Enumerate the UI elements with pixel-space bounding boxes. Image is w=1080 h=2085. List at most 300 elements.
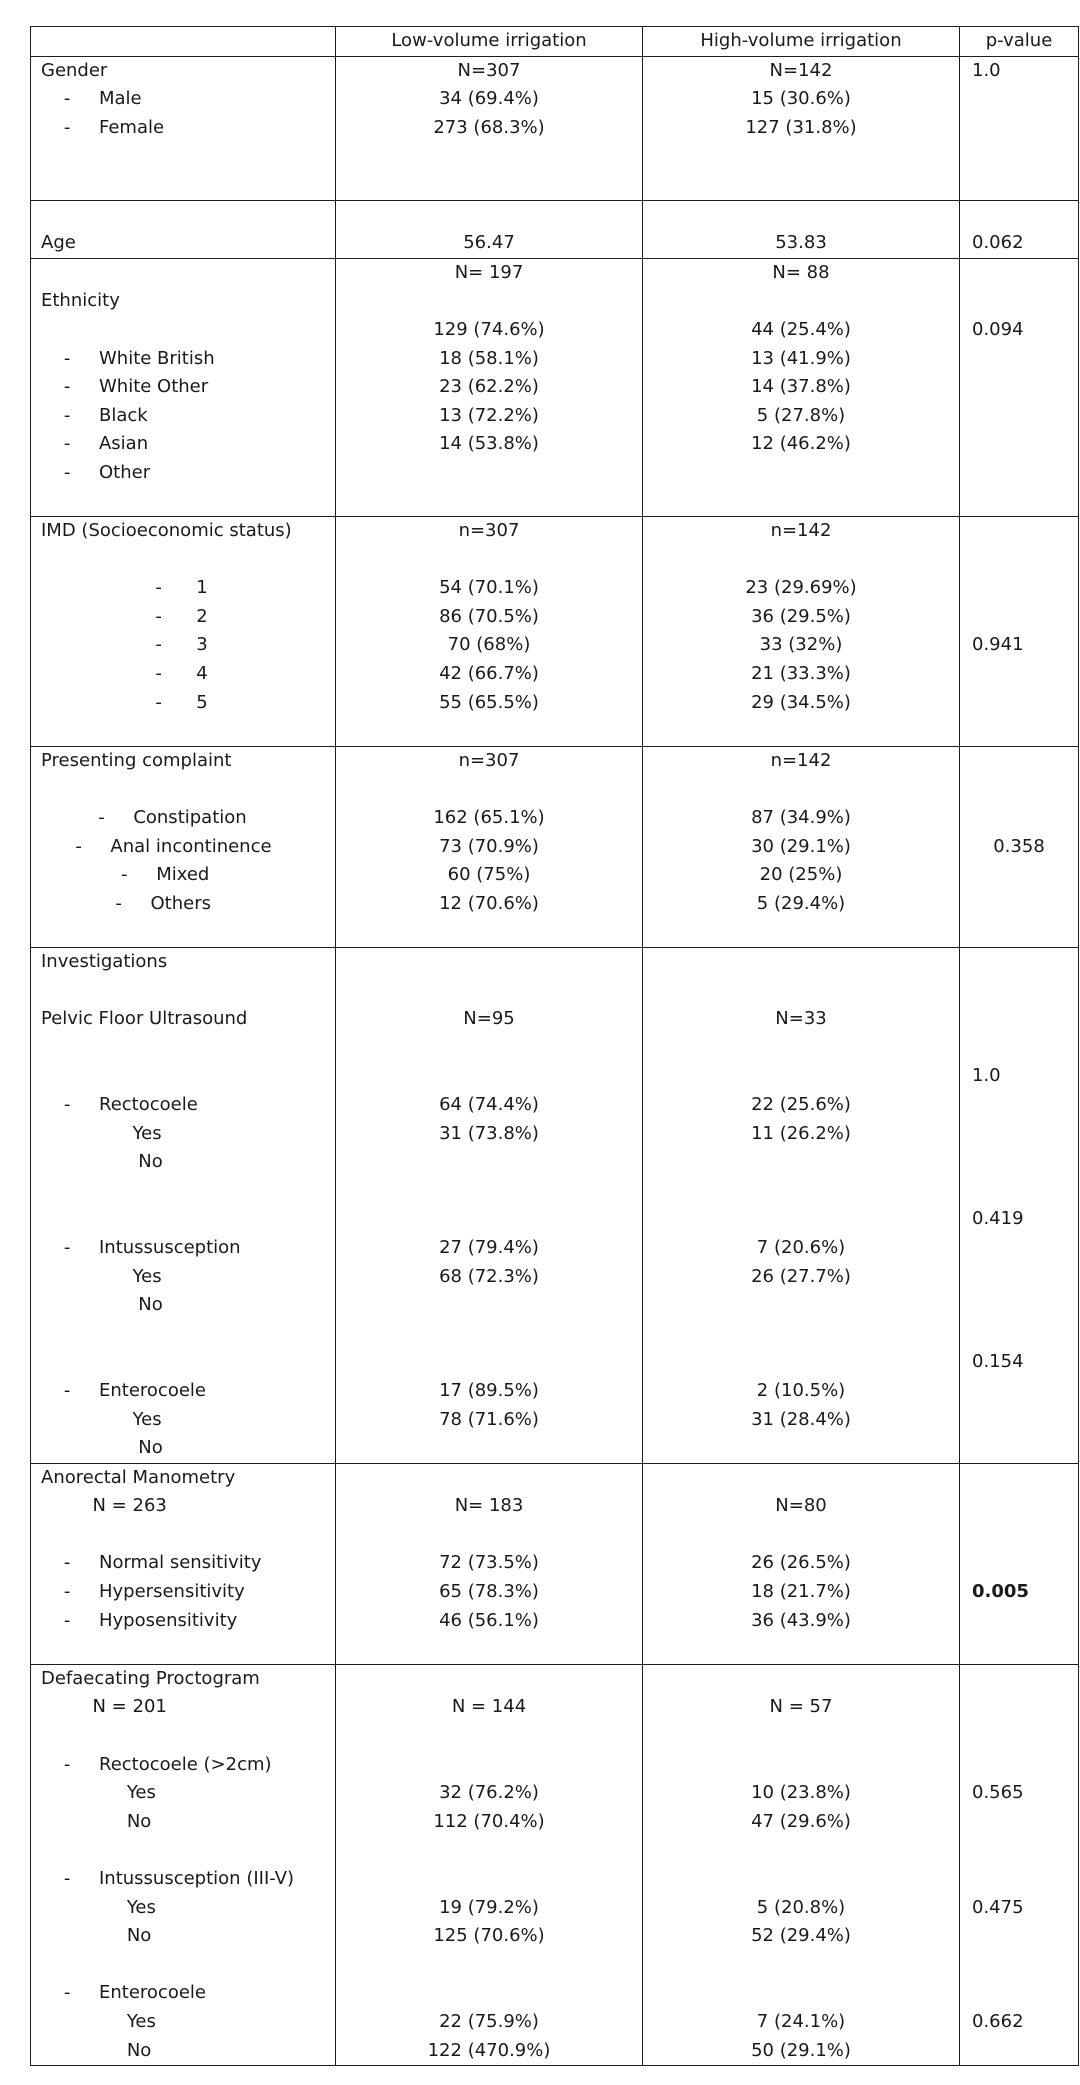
cell-line: - Intussusception (III-V) (41, 1868, 295, 1889)
cell-line (31, 1348, 335, 1377)
cell-line (960, 574, 1078, 603)
cell-line: 14 (53.8%) (439, 433, 539, 455)
table-row-presenting-complaint (31, 746, 1079, 947)
cell-line (960, 660, 1078, 689)
cell-line: 65 (78.3%) (439, 1581, 539, 1603)
cell-line: 17 (89.5%) (439, 1379, 539, 1401)
cell-line: - Constipation (41, 807, 247, 829)
cell-line (960, 1808, 1078, 1837)
cell-line: Gender (41, 59, 108, 81)
cell-line: 53.83 (775, 232, 827, 254)
cell-line: - 2 (41, 605, 208, 627)
cell-line: - Rectocoele (41, 1093, 198, 1115)
cell-line: 33 (32%) (759, 634, 843, 656)
cell-line: No (41, 1151, 163, 1173)
cell-line: 50 (29.1%) (751, 2039, 851, 2061)
cell-line: N= 88 (772, 261, 830, 283)
cell-line: - 3 (41, 634, 208, 656)
cell-line (960, 1492, 1078, 1521)
cell-line: No (41, 1925, 152, 1947)
cell-line (643, 1320, 959, 1349)
cell-line (960, 1521, 1078, 1550)
cell-line (31, 142, 335, 171)
cell-line: - Enterocoele (41, 1379, 206, 1401)
cell-line (643, 1062, 959, 1091)
cell-line (336, 1205, 642, 1234)
cell-line (31, 1177, 335, 1206)
cell-low-volume (336, 200, 643, 258)
cell-line: N=33 (775, 1008, 827, 1030)
cell-line (336, 1320, 642, 1349)
cell-line (960, 948, 1078, 977)
cell-line: 10 (23.8%) (751, 1782, 851, 1804)
cell-p-value (960, 517, 1079, 747)
cell-line (960, 1406, 1078, 1435)
cell-line (960, 1177, 1078, 1206)
cell-label (31, 258, 336, 516)
cell-line: 54 (70.1%) (439, 577, 539, 599)
cell-low-volume (336, 1664, 643, 2065)
cell-line (336, 546, 642, 575)
cell-line (336, 459, 642, 488)
cell-line (336, 1865, 642, 1894)
cell-line (336, 1979, 642, 2008)
cell-line: - Others (41, 892, 211, 914)
cell-line: 11 (26.2%) (751, 1122, 851, 1144)
cell-line: 55 (65.5%) (439, 691, 539, 713)
cell-line (643, 488, 959, 517)
cell-line: - Intussusception (41, 1236, 241, 1258)
cell-line (31, 1722, 335, 1751)
cell-line: 273 (68.3%) (433, 116, 545, 138)
cell-line: 127 (31.8%) (745, 116, 857, 138)
cell-line: No (41, 2039, 152, 2061)
cell-line (31, 1635, 335, 1664)
cell-line: - 5 (41, 691, 208, 713)
cell-line (643, 775, 959, 804)
cell-line: 20 (25%) (759, 864, 843, 886)
cell-line: N = 57 (769, 1696, 833, 1718)
cell-line (336, 171, 642, 200)
cell-line: 5 (20.8%) (756, 1896, 846, 1918)
cell-line: 0.094 (972, 318, 1024, 340)
cell-line (336, 1177, 642, 1206)
cell-line (643, 546, 959, 575)
cell-p-value (960, 56, 1079, 200)
cell-line: - Female (41, 116, 165, 138)
cell-line: 0.005 (972, 1581, 1029, 1603)
cell-line: - 4 (41, 663, 208, 685)
cell-line (960, 890, 1078, 919)
cell-line: 34 (69.4%) (439, 88, 539, 110)
cell-high-volume (643, 200, 960, 258)
header-cell-p-value: p-value (960, 27, 1079, 57)
cell-line (643, 1205, 959, 1234)
cell-line (31, 201, 335, 230)
table-row-anorectal-manometry (31, 1463, 1079, 1664)
cell-line: Anorectal Manometry (41, 1466, 236, 1488)
cell-line: 12 (70.6%) (439, 892, 539, 914)
cell-line (336, 1148, 642, 1177)
cell-line: 42 (66.7%) (439, 663, 539, 685)
cell-line (643, 1434, 959, 1463)
cell-line (960, 402, 1078, 431)
cell-line: Yes (41, 1122, 162, 1144)
cell-line (31, 1034, 335, 1063)
cell-line: 32 (76.2%) (439, 1782, 539, 1804)
cell-line: Yes (41, 1782, 156, 1804)
cell-line (31, 1062, 335, 1091)
cell-line (960, 747, 1078, 776)
cell-line (960, 1091, 1078, 1120)
cell-line: 7 (20.6%) (756, 1236, 846, 1258)
cell-line: 0.565 (972, 1782, 1024, 1804)
cell-line: 87 (34.9%) (751, 807, 851, 829)
cell-line: N= 183 (454, 1495, 524, 1517)
cell-line (643, 1034, 959, 1063)
cell-line: - 1 (41, 577, 208, 599)
cell-line: N=95 (463, 1008, 515, 1030)
cell-line (960, 1549, 1078, 1578)
cell-line: n=142 (770, 520, 832, 542)
cell-p-value (960, 1664, 1079, 2065)
cell-line (960, 1751, 1078, 1780)
cell-line (960, 717, 1078, 746)
cell-line (960, 861, 1078, 890)
cell-line: 72 (73.5%) (439, 1552, 539, 1574)
cell-line (643, 171, 959, 200)
cell-line: 26 (26.5%) (751, 1552, 851, 1574)
cell-line: - Mixed (41, 864, 210, 886)
cell-line (336, 1836, 642, 1865)
cell-line: 52 (29.4%) (751, 1925, 851, 1947)
cell-line (336, 918, 642, 947)
cell-line: 162 (65.1%) (433, 807, 545, 829)
cell-label (31, 200, 336, 258)
table-row-imd (31, 517, 1079, 747)
cell-line: - Male (41, 88, 142, 110)
cell-line: 7 (24.1%) (756, 2010, 846, 2032)
cell-line: 0.062 (972, 232, 1024, 254)
cell-line (31, 1205, 335, 1234)
cell-line: Yes (41, 2010, 156, 2032)
cell-line (336, 948, 642, 977)
cell-line (960, 2037, 1078, 2066)
cell-line: n=307 (458, 749, 520, 771)
cell-line (336, 775, 642, 804)
cell-low-volume (336, 1463, 643, 1664)
cell-line (960, 1234, 1078, 1263)
cell-line (336, 1635, 642, 1664)
table-row-defaecating-proctogram (31, 1664, 1079, 2065)
cell-line: 27 (79.4%) (439, 1236, 539, 1258)
cell-line (960, 1836, 1078, 1865)
cell-line (960, 918, 1078, 947)
cell-line: Yes (41, 1896, 156, 1918)
cell-line: 122 (470.9%) (427, 2039, 551, 2061)
cell-line: - Black (41, 404, 148, 426)
cell-line: 31 (73.8%) (439, 1122, 539, 1144)
cell-line: 86 (70.5%) (439, 605, 539, 627)
summary-table (30, 26, 1079, 2066)
table-row-age (31, 200, 1079, 258)
cell-line: Presenting complaint (41, 749, 232, 771)
cell-line: 60 (75%) (447, 864, 531, 886)
cell-line (336, 1665, 642, 1694)
cell-line (643, 1291, 959, 1320)
cell-line (960, 1320, 1078, 1349)
cell-line (31, 1951, 335, 1980)
cell-line (643, 1865, 959, 1894)
cell-line: N= 197 (454, 261, 524, 283)
cell-line (31, 488, 335, 517)
cell-line (336, 1034, 642, 1063)
cell-line (643, 1951, 959, 1980)
cell-line (960, 1635, 1078, 1664)
cell-high-volume (643, 1463, 960, 1664)
cell-line: 1.0 (972, 59, 1001, 81)
cell-line: N = 144 (451, 1696, 527, 1718)
cell-low-volume (336, 56, 643, 200)
cell-line (336, 488, 642, 517)
cell-line: n=142 (770, 749, 832, 771)
cell-line: 23 (62.2%) (439, 376, 539, 398)
cell-line: 47 (29.6%) (751, 1810, 851, 1832)
cell-line: 0.154 (972, 1351, 1024, 1373)
cell-line: 18 (21.7%) (751, 1581, 851, 1603)
cell-line (31, 1521, 335, 1550)
cell-high-volume (643, 517, 960, 747)
cell-line (336, 1722, 642, 1751)
cell-line: - Hyposensitivity (41, 1609, 238, 1631)
cell-p-value (960, 746, 1079, 947)
cell-line (960, 603, 1078, 632)
cell-line (31, 259, 335, 288)
cell-line (960, 201, 1078, 230)
header-row (31, 27, 1079, 57)
cell-line: - Asian (41, 433, 149, 455)
cell-line (960, 1693, 1078, 1722)
cell-line (336, 1291, 642, 1320)
cell-line (960, 287, 1078, 316)
cell-high-volume (643, 1664, 960, 2065)
cell-label (31, 517, 336, 747)
cell-line (960, 1034, 1078, 1063)
cell-label (31, 1463, 336, 1664)
cell-p-value (960, 200, 1079, 258)
cell-p-value (960, 258, 1079, 516)
cell-line (960, 804, 1078, 833)
cell-line: 125 (70.6%) (433, 1925, 545, 1947)
cell-line: - White Other (41, 376, 209, 398)
cell-line (336, 717, 642, 746)
header-cell-high-volume: High-volume irrigation (643, 27, 960, 57)
cell-line (336, 1348, 642, 1377)
cell-line: 56.47 (463, 232, 515, 254)
cell-line (643, 287, 959, 316)
cell-line: 0.419 (972, 1208, 1024, 1230)
cell-line: N=80 (775, 1495, 827, 1517)
cell-label (31, 56, 336, 200)
cell-high-volume (643, 56, 960, 200)
cell-line: 23 (29.69%) (745, 577, 857, 599)
cell-line: 12 (46.2%) (751, 433, 851, 455)
cell-label (31, 948, 336, 1464)
cell-line (960, 1922, 1078, 1951)
cell-line: Yes (41, 1265, 162, 1287)
cell-line: N = 263 (41, 1495, 167, 1517)
cell-line (643, 1148, 959, 1177)
cell-line (960, 1148, 1078, 1177)
cell-line: No (41, 1294, 163, 1316)
cell-line: 73 (70.9%) (439, 835, 539, 857)
cell-line: 14 (37.8%) (751, 376, 851, 398)
cell-line (643, 977, 959, 1006)
cell-line (643, 948, 959, 977)
cell-line (960, 1263, 1078, 1292)
cell-line: 0.662 (972, 2010, 1024, 2032)
cell-line (960, 114, 1078, 143)
header-cell-low-volume: Low-volume irrigation (336, 27, 643, 57)
cell-line: 64 (74.4%) (439, 1093, 539, 1115)
cell-line: 5 (27.8%) (756, 404, 846, 426)
cell-line (960, 345, 1078, 374)
cell-line (960, 1979, 1078, 2008)
cell-line: 44 (25.4%) (751, 318, 851, 340)
cell-line: N=142 (769, 59, 833, 81)
cell-line: Ethnicity (41, 290, 120, 312)
header-cell-label (31, 27, 336, 57)
cell-line: - White British (41, 347, 215, 369)
cell-label (31, 1664, 336, 2065)
cell-low-volume (336, 258, 643, 516)
cell-line (643, 717, 959, 746)
cell-line: 2 (10.5%) (756, 1379, 846, 1401)
cell-line: 15 (30.6%) (751, 88, 851, 110)
cell-line (336, 1434, 642, 1463)
cell-line: - Normal sensitivity (41, 1552, 262, 1574)
cell-line: 13 (41.9%) (751, 347, 851, 369)
cell-line: 68 (72.3%) (439, 1265, 539, 1287)
cell-line (960, 546, 1078, 575)
cell-line (336, 201, 642, 230)
cell-line (643, 1665, 959, 1694)
cell-line (336, 142, 642, 171)
cell-line: n=307 (458, 520, 520, 542)
cell-line: Investigations (41, 951, 168, 972)
cell-line (960, 85, 1078, 114)
cell-line (960, 1607, 1078, 1636)
cell-line: Defaecating Proctogram (41, 1667, 260, 1689)
cell-line (643, 1635, 959, 1664)
cell-line: - Hypersensitivity (41, 1581, 245, 1603)
cell-line (643, 1836, 959, 1865)
cell-line (960, 977, 1078, 1006)
cell-low-volume (336, 517, 643, 747)
cell-line (31, 1320, 335, 1349)
cell-line (960, 517, 1078, 546)
cell-line: 1.0 (972, 1065, 1001, 1087)
cell-line (643, 459, 959, 488)
cell-high-volume (643, 746, 960, 947)
cell-line (960, 1722, 1078, 1751)
cell-line (960, 1291, 1078, 1320)
cell-line: IMD (Socioeconomic status) (41, 520, 292, 542)
cell-line: Yes (41, 1408, 162, 1430)
cell-line: 129 (74.6%) (433, 318, 545, 340)
cell-line (960, 1005, 1078, 1034)
cell-line: Age (41, 232, 76, 254)
cell-line: N = 201 (41, 1696, 167, 1718)
cell-line (31, 546, 335, 575)
cell-line: 31 (28.4%) (751, 1408, 851, 1430)
cell-line (960, 171, 1078, 200)
cell-line (960, 1120, 1078, 1149)
cell-line (336, 977, 642, 1006)
cell-line (643, 1751, 959, 1780)
cell-line (960, 259, 1078, 288)
cell-line (31, 717, 335, 746)
cell-line: - Rectocoele (>2cm) (41, 1753, 272, 1775)
cell-line (960, 1434, 1078, 1463)
table-row-gender (31, 56, 1079, 200)
cell-line: 36 (43.9%) (751, 1609, 851, 1631)
cell-line (960, 775, 1078, 804)
cell-line (960, 1865, 1078, 1894)
cell-high-volume (643, 258, 960, 516)
cell-line (643, 1979, 959, 2008)
cell-line: No (41, 1810, 152, 1832)
cell-line (643, 201, 959, 230)
cell-line: - Enterocoele (41, 1982, 206, 2004)
table-row-ethnicity (31, 258, 1079, 516)
cell-line: - Anal incontinence (41, 835, 272, 857)
cell-line (31, 977, 335, 1006)
cell-low-volume (336, 948, 643, 1464)
cell-line (336, 287, 642, 316)
cell-line: 19 (79.2%) (439, 1896, 539, 1918)
cell-line (336, 1464, 642, 1493)
cell-line: 21 (33.3%) (751, 663, 851, 685)
cell-line (31, 775, 335, 804)
cell-line (960, 689, 1078, 718)
cell-line (336, 1521, 642, 1550)
cell-line: 18 (58.1%) (439, 347, 539, 369)
cell-line: 13 (72.2%) (439, 404, 539, 426)
cell-line (960, 1464, 1078, 1493)
cell-line: 22 (75.9%) (439, 2010, 539, 2032)
table-row-investigations (31, 948, 1079, 1464)
cell-line: 70 (68%) (447, 634, 531, 656)
cell-line (960, 430, 1078, 459)
cell-line (336, 1062, 642, 1091)
cell-line: 5 (29.4%) (756, 892, 846, 914)
cell-line: N=307 (457, 59, 521, 81)
cell-line (31, 171, 335, 200)
cell-line (31, 1836, 335, 1865)
cell-line (960, 1951, 1078, 1980)
cell-line (960, 373, 1078, 402)
cell-line (960, 142, 1078, 171)
cell-line (31, 918, 335, 947)
cell-line (643, 142, 959, 171)
cell-label (31, 746, 336, 947)
cell-line (960, 459, 1078, 488)
cell-line (960, 1377, 1078, 1406)
cell-high-volume (643, 948, 960, 1464)
cell-line: 0.475 (972, 1896, 1024, 1918)
cell-line: 0.941 (972, 634, 1024, 656)
